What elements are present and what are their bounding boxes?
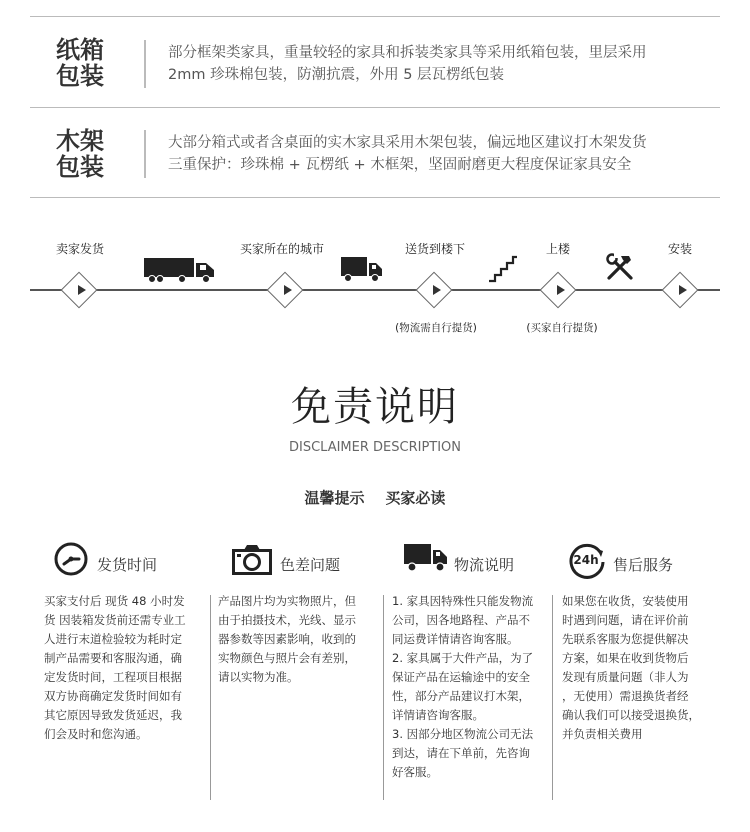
text-line: 器参数等因素影响，收到的 xyxy=(218,632,356,646)
play-icon xyxy=(78,285,86,295)
clock-icon xyxy=(53,541,89,577)
text-line: 好客服。 xyxy=(392,765,438,779)
text-line: 定发货时间，工程项目根据 xyxy=(44,670,182,684)
text-line: 发现有质量问题（非人为 xyxy=(562,670,689,684)
text-line: 同运费详情请咨询客服。 xyxy=(392,632,519,646)
carton-packaging-text xyxy=(168,42,728,86)
text-line: 人进行末道检验较为耗时定 xyxy=(44,632,182,646)
text-line: 制产品需要和客服沟通，确 xyxy=(44,651,182,665)
text-line: 性，部分产品建议打木架， xyxy=(392,689,530,703)
text-line: 方案，如果在收到货物后 xyxy=(562,651,689,665)
text-line: 买家支付后 现货 48 小时发 xyxy=(44,594,185,608)
divider-top xyxy=(30,16,720,17)
play-icon xyxy=(433,285,441,295)
step-label-upstairs: 上楼 xyxy=(545,242,571,256)
disclaimer-subtitle: DISCLAIMER DESCRIPTION xyxy=(288,440,462,455)
step-label-install: 安装 xyxy=(667,242,693,256)
text-line: 3. 因部分地区物流公司无法 xyxy=(392,727,534,741)
wood-text-line1: 大部分箱式或者含桌面的实木家具采用木架包装，偏远地区建议打木架发货 xyxy=(168,135,647,151)
text-line: 2. 家具属于大件产品，为了 xyxy=(392,651,534,665)
carton-divider xyxy=(144,40,146,88)
tips-heading: 温馨提示 买家必读 xyxy=(304,489,446,507)
text-line: 先联系客服为您提供解决 xyxy=(562,632,689,646)
column-heading: 发货时间 xyxy=(97,556,158,574)
text-line: 双方协商确定发货时间如有 xyxy=(44,689,182,703)
text-line: 到达，请在下单前，先咨询 xyxy=(392,746,530,760)
play-icon xyxy=(284,285,292,295)
column-heading: 售后服务 xyxy=(613,556,674,574)
wood-title-line2: 包装 xyxy=(56,153,104,181)
flow-line xyxy=(30,289,720,291)
camera-icon xyxy=(232,544,272,576)
text-line: 保证产品在运输途中的安全 xyxy=(392,670,530,684)
step-label-seller-ship: 卖家发货 xyxy=(55,242,105,256)
wood-title-line1: 木架 xyxy=(56,127,104,155)
step-label-buyer-city: 买家所在的城市 xyxy=(239,242,325,256)
text-line: 由于拍摄技术，光线、显示 xyxy=(218,613,356,627)
truck-small-icon xyxy=(341,255,383,283)
text-line: 详情请咨询客服。 xyxy=(392,708,484,722)
carton-text-line1: 部分框架类家具，重量较轻的家具和拆装类家具等采用纸箱包装，里层采用 xyxy=(168,45,647,61)
column-heading: 色差问题 xyxy=(280,556,341,574)
truck-icon xyxy=(404,542,448,574)
text-line: 们会及时和您沟通。 xyxy=(44,727,148,741)
column-separator xyxy=(552,595,553,800)
text-line: 公司，因各地路程、产品不 xyxy=(392,613,530,627)
column-separator xyxy=(210,595,211,800)
column-separator xyxy=(383,595,384,800)
text-line: ，无使用）需退换货者经 xyxy=(562,689,689,703)
text-line: 如果您在收货，安装使用 xyxy=(562,594,689,608)
wood-divider xyxy=(144,130,146,178)
column-logistics-text xyxy=(392,592,552,782)
carton-title-line2: 包装 xyxy=(56,62,104,90)
divider-bottom xyxy=(30,197,720,198)
play-icon xyxy=(557,285,565,295)
tools-icon xyxy=(605,252,635,282)
text-line: 1. 家具因特殊性只能发物流 xyxy=(392,594,534,608)
carton-packaging-title xyxy=(50,37,110,89)
wood-packaging-title xyxy=(50,128,110,180)
note-buyer-self-pickup: (买家自行提货) xyxy=(526,322,598,334)
step-label-deliver-downstairs: 送货到楼下 xyxy=(404,242,466,256)
stairs-icon xyxy=(488,255,518,283)
text-line: 其它原因导致发货延迟，我 xyxy=(44,708,182,722)
wood-text-line2: 三重保护：珍珠棉 + 瓦楞纸 + 木框架，坚固耐磨更大程度保证家具安全 xyxy=(168,157,632,173)
carton-title-line1: 纸箱 xyxy=(56,36,104,64)
text-line: 并负责相关费用 xyxy=(562,727,643,741)
wood-packaging-text xyxy=(168,132,728,176)
column-heading: 物流说明 xyxy=(454,556,515,574)
play-icon xyxy=(679,285,687,295)
24h-service-icon xyxy=(567,540,607,580)
text-line: 确认我们可以接受退换货， xyxy=(562,708,700,722)
column-color-diff-text xyxy=(218,592,378,687)
note-logistics-self-pickup: (物流需自行提货) xyxy=(395,322,477,334)
text-line: 货 因装箱发货前还需专业工 xyxy=(44,613,186,627)
truck-large-icon xyxy=(144,256,216,284)
column-shipping-time-text xyxy=(44,592,214,744)
disclaimer-title: 免责说明 xyxy=(291,384,459,430)
svg-text:24h: 24h xyxy=(573,553,599,567)
column-after-sales-text xyxy=(562,592,722,744)
text-line: 时遇到问题，请在评价前 xyxy=(562,613,689,627)
text-line: 产品图片均为实物照片，但 xyxy=(218,594,356,608)
text-line: 请以实物为准。 xyxy=(218,670,299,684)
carton-text-line2: 2mm 珍珠棉包装，防潮抗震，外用 5 层瓦楞纸包装 xyxy=(168,67,505,83)
text-line: 实物颜色与照片会有差别， xyxy=(218,651,356,665)
divider-middle xyxy=(30,107,720,108)
